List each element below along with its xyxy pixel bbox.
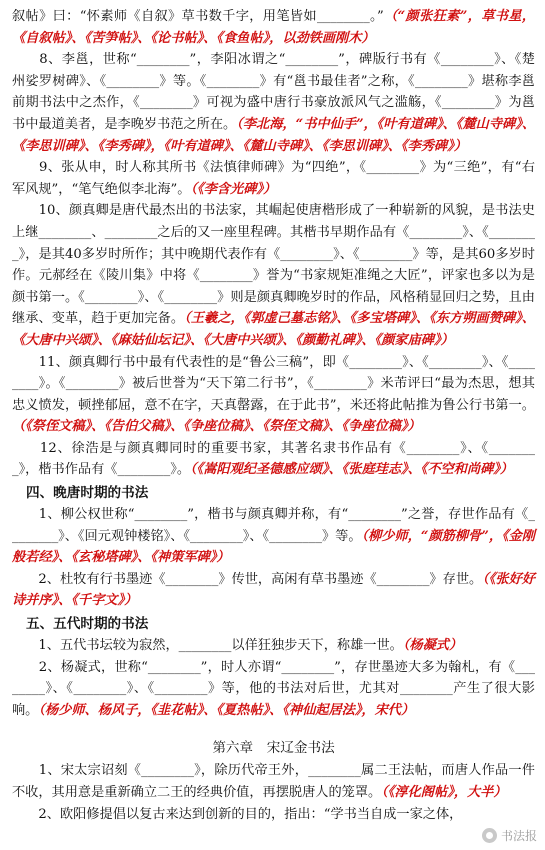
section-heading-five-dynasties: 五、五代时期的书法 <box>26 616 149 633</box>
answer: （《淳化阁帖》，大半） <box>381 785 507 800</box>
paragraph-five-dynasties-2: 2、杨凝式，世称“________”，时人亦谓“________”，存世墨迹大多为翰札，有《________》、《________》、《________》等，他的书法对后世，尤其对________产生了很大影响。（杨少师、杨风子，《韭花帖》、《夏热帖》、《神仙起居法》，宋代） <box>12 659 535 718</box>
paragraph-song-2: 2、欧阳修提倡以复古来达到创新的目的，指出：“学书当自成一家之体， <box>12 806 463 822</box>
paragraph-11: 11、颜真卿行书中最有代表性的是“鲁公三稿”，即《________》、《________》、《________》。《________》被后世誉为“天下第二行书”，《________》米芾评曰“最为杰思，想其忠义愤发，顿挫郁屈，意不在字，天真罄露，在于此书”，米还将此帖推为鲁公行书第一。（《祭侄文稿》、《告伯父稿》、《争座位稿》、《祭侄文稿》、《争座位稿》） <box>12 354 535 435</box>
paragraph-five-dynasties-1: 1、五代书坛较为寂然，________以佯狂独步天下，称雄一世。（杨凝式） <box>12 638 463 654</box>
answer: （《嵩阳观纪圣德感应颂》、《张庭珪志》、《不空和尚碑》） <box>190 462 514 478</box>
answer: （柳少师，“颜筋柳骨”，《金刚般若经》、《玄秘塔碑》、《神策军碑》） <box>12 528 535 566</box>
chapter-title: 第六章 宋辽金书法 <box>212 740 335 757</box>
paragraph-12: 12、徐浩是与颜真卿同时的重要书家，其著名隶书作品有《________》、《________》，楷书作品有《________》。（《嵩阳观纪圣德感应颂》、《张庭珪志》、《不空和尚碑》） <box>12 440 535 478</box>
answer: （杨少师、杨风子，《韭花帖》、《夏热帖》、《神仙起居法》，宋代） <box>38 702 415 718</box>
answer: （“颜张狂素”，草书星，《自叙帖》、《苦笋帖》、《论书帖》、《食鱼帖》，以劲铁画刚木） <box>12 9 535 46</box>
section-heading-late-tang: 四、晚唐时期的书法 <box>26 485 149 502</box>
paragraph-late-tang-1: 1、柳公权世称“________”，楷书与颜真卿并称，有“________”之誉，存世作品有《________》、《回元观钟楼铭》、《________》、《________》等。（柳少师，“颜筋柳骨”，《金刚般若经》、《玄秘塔碑》、《神策军碑》） <box>12 507 535 566</box>
answer: （王羲之，《郭虚己墓志铭》、《多宝塔碑》、《东方朔画赞碑》、《大唐中兴颂》、《麻姑仙坛记》、《大唐中兴颂》、《颜勤礼碑》、《颜家庙碑》） <box>12 311 535 348</box>
watermark <box>482 827 537 844</box>
answer: （李北海，“书中仙手”，《叶有道碑》、《麓山寺碑》、《李思训碑》、《李秀碑》，《叶有道碑》、《麓山寺碑》、《李思训碑》、《李秀碑》） <box>12 116 536 154</box>
answer: （《李含光碑》） <box>190 181 277 197</box>
paragraph-7-tail: 叙帖》曰：“怀素师《自叙》草书数千字，用笔皆如________。”（“颜张狂素”，草书星，《自叙帖》、《苦笋帖》、《论书帖》、《食鱼帖》，以劲铁画刚木） <box>12 9 535 46</box>
wechat-circle-icon <box>482 828 497 843</box>
paragraph-8: 8、李邕，世称“________”，李阳冰谓之“________”，碑版行书有《________》、《楚州娑罗树碑》、《________》等。《________》有“邕书最佳者”之称，《________》堪称李邕前期书法中之杰作，《________》可视为盛中唐行书豪放派风气之滥觞，《________》为邕书中最道美者，是李晚岁书范之所在。（李北海，“书中仙手”，《叶有道碑》、《麓山寺碑》、《李思训碑》、《李秀碑》，《叶有道碑》、《麓山寺碑》、《李思训碑》、《李秀碑》） <box>12 52 536 154</box>
paragraph-10: 10、颜真卿是唐代最杰出的书法家，其崛起使唐楷形成了一种崭新的风貌，是书法史上继________、________之后的又一座里程碑。其楷书早期作品有《________》、《________》，是其40多岁时所作；其中晚期代表作有《________》、《________》等，是其60多岁时作。元郝经在《陵川集》中将《________》誉为“书家规矩准绳之大匠”，评家也多以为是颜书第一。《________》、《________》则是颜真卿晚岁时的作品，风格稍显回归之势，且由继承、变革，趋于更加完备。（王羲之，《郭虚己墓志铭》、《多宝塔碑》、《东方朔画赞碑》、《大唐中兴颂》、《麻姑仙坛记》、《大唐中兴颂》、《颜勤礼碑》、《颜家庙碑》） <box>12 203 535 348</box>
answer: （杨凝式） <box>402 638 463 654</box>
paragraph-song-1: 1、宋太宗诏刻《________》，除历代帝王外，________属二王法帖，而唐人作品一件不收，其用意是重新确立二王的经典价值，再摆脱唐人的笼罩。（《淳化阁帖》，大半） <box>12 763 535 800</box>
paragraph-9: 9、张从申，时人称其所书《法慎律师碑》为“四绝”，《________》为“三绝”，有“右军风规”，“笔气绝似李北海”。（《李含光碑》） <box>12 160 535 197</box>
watermark-text: 书法报 <box>500 829 537 843</box>
answer: （《祭侄文稿》、《告伯父稿》、《争座位稿》、《祭侄文稿》、《争座位稿》） <box>12 419 421 435</box>
answer: （《张好好诗并序》、《千字文》） <box>12 571 535 609</box>
paragraph-late-tang-2: 2、杜牧有行书墨迹《________》传世，高闲有草书墨迹《________》存世。（《张好好诗并序》、《千字文》） <box>12 571 535 609</box>
